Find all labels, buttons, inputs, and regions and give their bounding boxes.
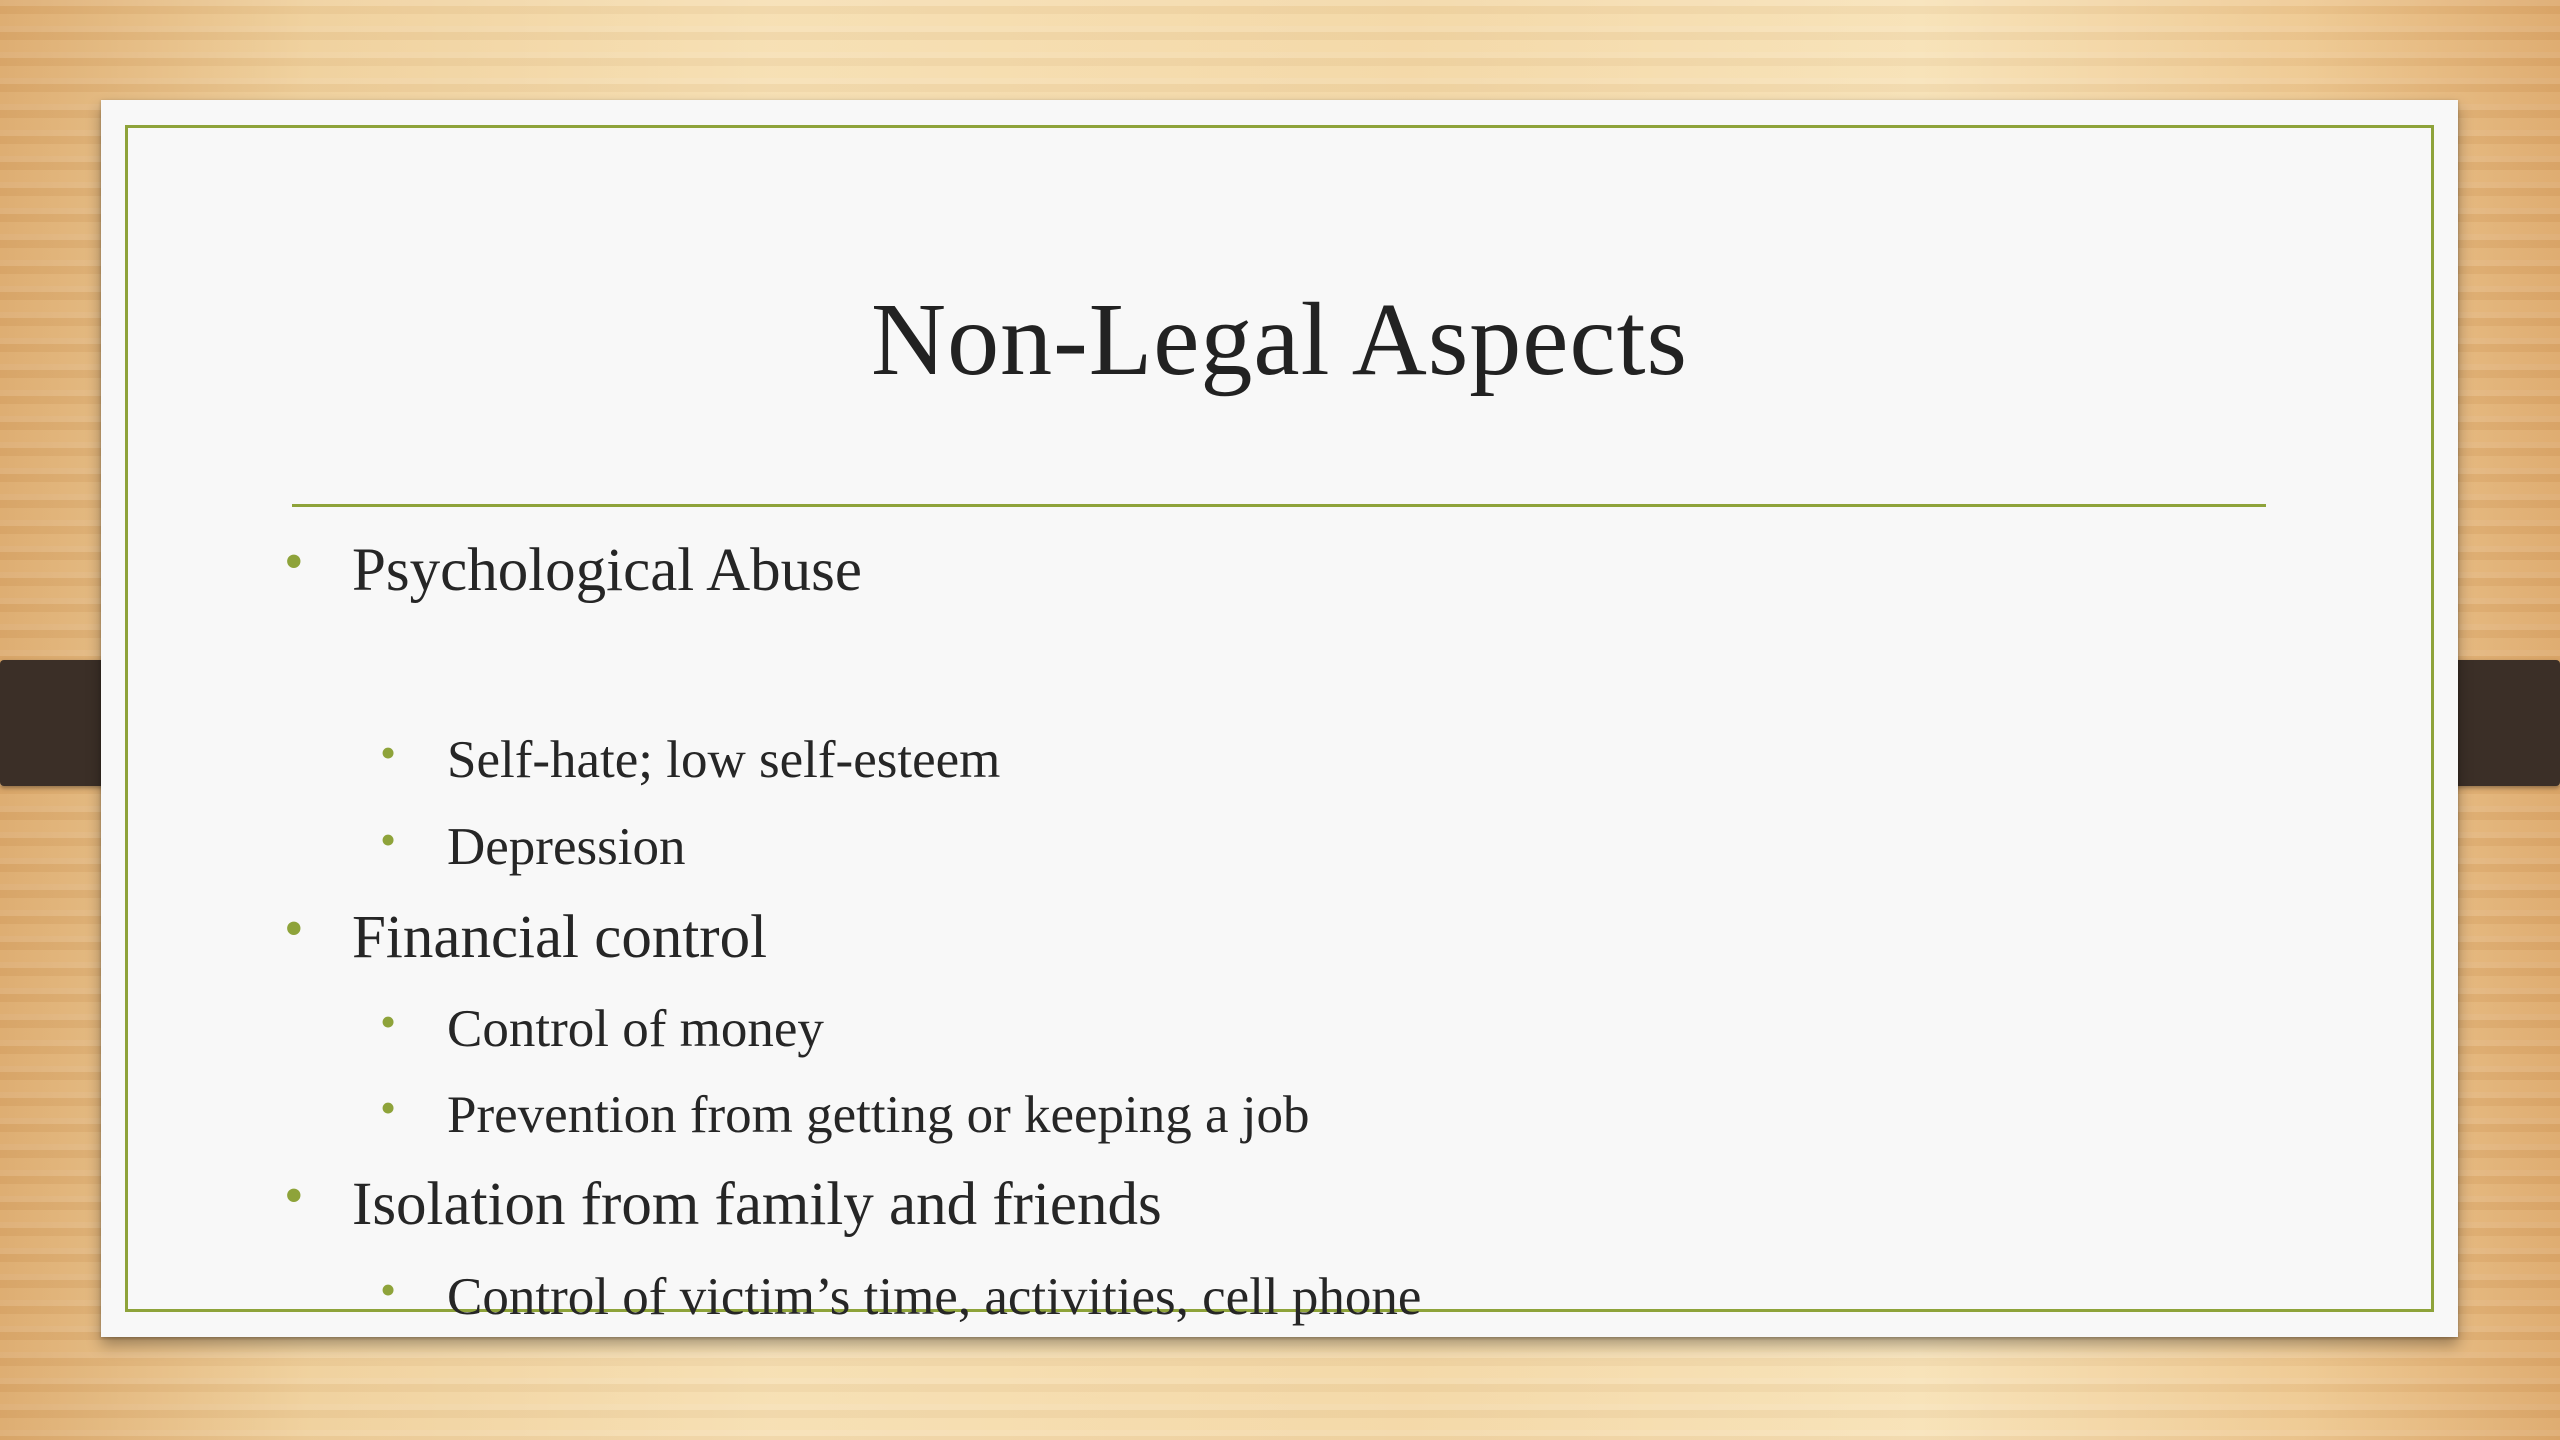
slide-title: Non-Legal Aspects [870, 282, 1688, 397]
slide [101, 100, 2458, 1337]
bullet-dot-icon: • [380, 1082, 397, 1133]
sub-bullet-text: Self-hate; low self-esteem [447, 731, 1001, 789]
bullet-text: Psychological Abuse [352, 537, 862, 604]
bullet-dot-icon: • [380, 814, 397, 865]
bullet-list [284, 100, 2289, 1337]
bullet-text: Financial control [352, 904, 768, 971]
bullet-dot-icon: • [380, 996, 397, 1047]
bullet-dot-icon: • [380, 1264, 397, 1315]
bullet-dot-icon: • [284, 898, 304, 960]
bullet-dot-icon: • [284, 531, 304, 593]
bullet-dot-icon: • [284, 1165, 304, 1227]
sub-bullet-text: Control of victim’s time, activities, cell phone [447, 1268, 1422, 1326]
sub-bullet-text: Prevention from getting or keeping a job [447, 1086, 1310, 1144]
sub-bullet-text: Depression [447, 818, 686, 876]
bullet-text: Isolation from family and friends [352, 1171, 1162, 1238]
sub-bullet-text: Control of money [447, 1000, 824, 1058]
bullet-dot-icon: • [380, 727, 397, 778]
